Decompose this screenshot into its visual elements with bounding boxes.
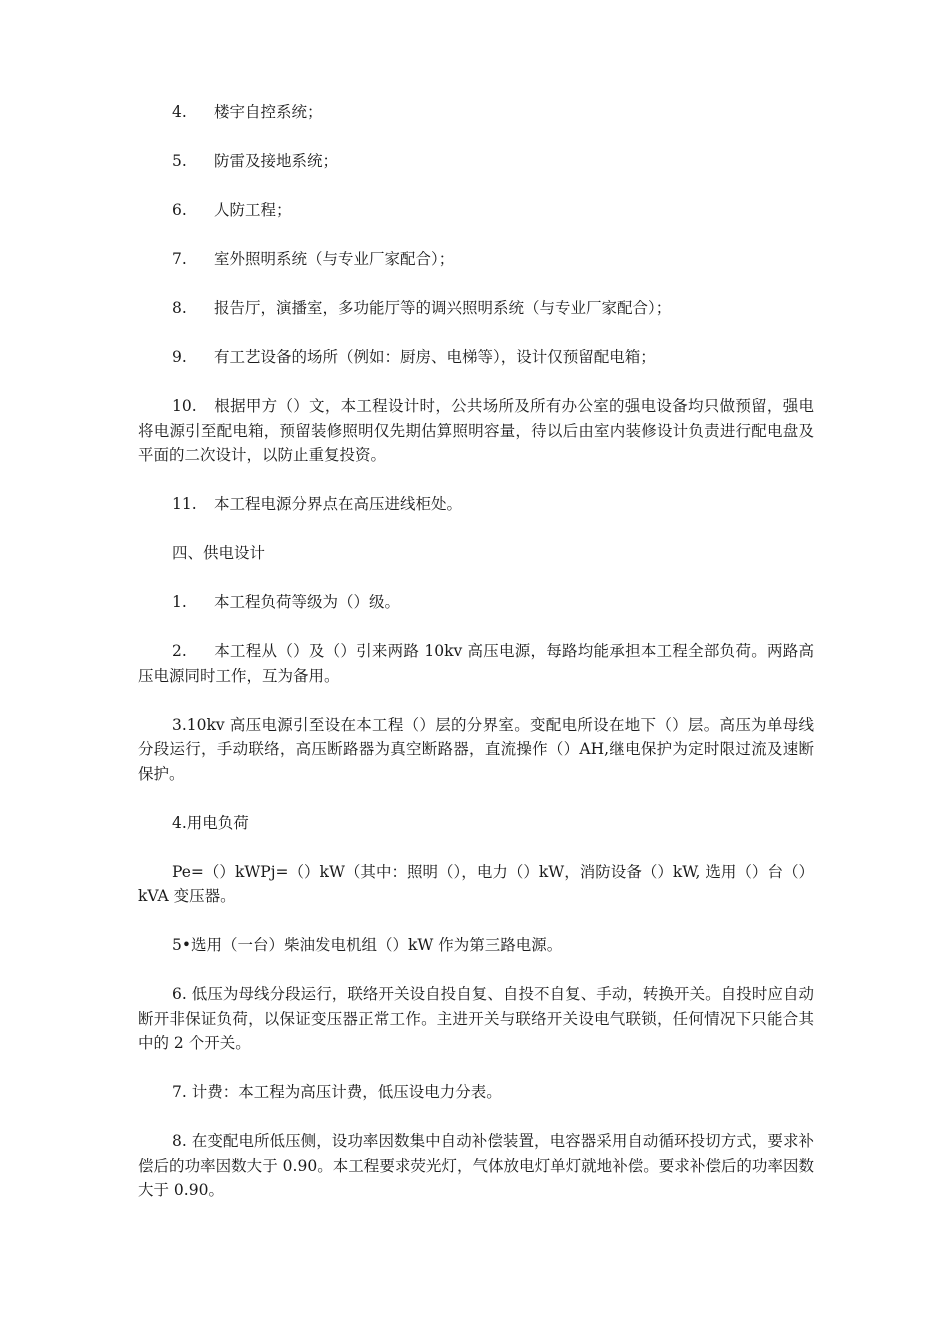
item-text: 本工程负荷等级为（）级。 bbox=[214, 593, 401, 611]
item-text: 防雷及接地系统； bbox=[214, 152, 339, 170]
body-paragraph: 3.10kv 高压电源引至设在本工程（）层的分界室。变配电所设在地下（）层。高压为单母线分段运行，手动联络，高压断路器为真空断路器，直流操作（）AH,继电保护为定时限过流及速断保护。 bbox=[138, 715, 814, 783]
list-item bbox=[138, 590, 814, 615]
document-body bbox=[138, 100, 814, 1227]
body-paragraph: Pe=（）kWPj=（）kW（其中：照明（），电力（）kW，消防设备（）kW, 选用（）台（）kVA 变压器。 bbox=[138, 862, 814, 905]
list-item bbox=[138, 198, 814, 223]
item-text: 人防工程； bbox=[214, 201, 292, 219]
body-paragraph: 6. 低压为母线分段运行，联络开关设自投自复、自投不自复、手动，转换开关。自投时应自动断开非保证负荷，以保证变压器正常工作。主进开关与联络开关设电气联锁，任何情况下只能合其中的 2 个开关。 bbox=[138, 985, 814, 1052]
item-number: 6. bbox=[172, 201, 187, 219]
item-number: 9. bbox=[172, 348, 187, 366]
list-item bbox=[138, 296, 814, 321]
body-paragraph: 5•选用（一台）柴油发电机组（）kW 作为第三路电源。 bbox=[172, 936, 563, 954]
list-item bbox=[138, 394, 814, 468]
item-text: 本工程电源分界点在高压进线柜处。 bbox=[214, 495, 463, 513]
list-item bbox=[138, 149, 814, 174]
item-text: 本工程从（）及（）引来两路 10kv 高压电源，每路均能承担本工程全部负荷。两路高压电源同时工作，互为备用。 bbox=[138, 642, 814, 685]
item-number: 10. bbox=[172, 397, 197, 415]
list-item bbox=[138, 639, 814, 688]
list-item bbox=[138, 345, 814, 370]
item-number: 7. bbox=[172, 250, 187, 268]
item-number: 1. bbox=[172, 593, 187, 611]
body-paragraph: 8. 在变配电所低压侧，设功率因数集中自动补偿装置，电容器采用自动循环投切方式，要求补偿后的功率因数大于 0.90。本工程要求荧光灯，气体放电灯单灯就地补偿。要求补偿后的功率因数大于 0.90。 bbox=[138, 1132, 814, 1199]
section-heading: 四、供电设计 bbox=[172, 544, 266, 562]
item-number: 2. bbox=[172, 642, 187, 660]
list-item bbox=[138, 100, 814, 125]
item-text: 有工艺设备的场所（例如：厨房、电梯等），设计仅预留配电箱； bbox=[214, 348, 656, 366]
item-text: 报告厅，演播室，多功能厅等的调兴照明系统（与专业厂家配合）； bbox=[214, 299, 672, 317]
item-number: 5. bbox=[172, 152, 187, 170]
item-text: 根据甲方（）文，本工程设计时，公共场所及所有办公室的强电设备均只做预留，强电将电源引至配电箱，预留装修照明仅先期估算照明容量，待以后由室内装修设计负责进行配电盘及平面的二次设计，以防止重复投资。 bbox=[138, 397, 814, 464]
body-paragraph: 4.用电负荷 bbox=[172, 813, 249, 832]
body-paragraph: 7. 计费：本工程为高压计费，低压设电力分表。 bbox=[172, 1083, 502, 1101]
item-number: 11. bbox=[172, 495, 197, 513]
item-number: 4. bbox=[172, 103, 187, 121]
list-item bbox=[138, 492, 814, 517]
item-text: 楼宇自控系统； bbox=[214, 103, 323, 121]
list-item bbox=[138, 247, 814, 272]
item-text: 室外照明系统（与专业厂家配合）； bbox=[214, 250, 455, 268]
item-number: 8. bbox=[172, 299, 187, 317]
